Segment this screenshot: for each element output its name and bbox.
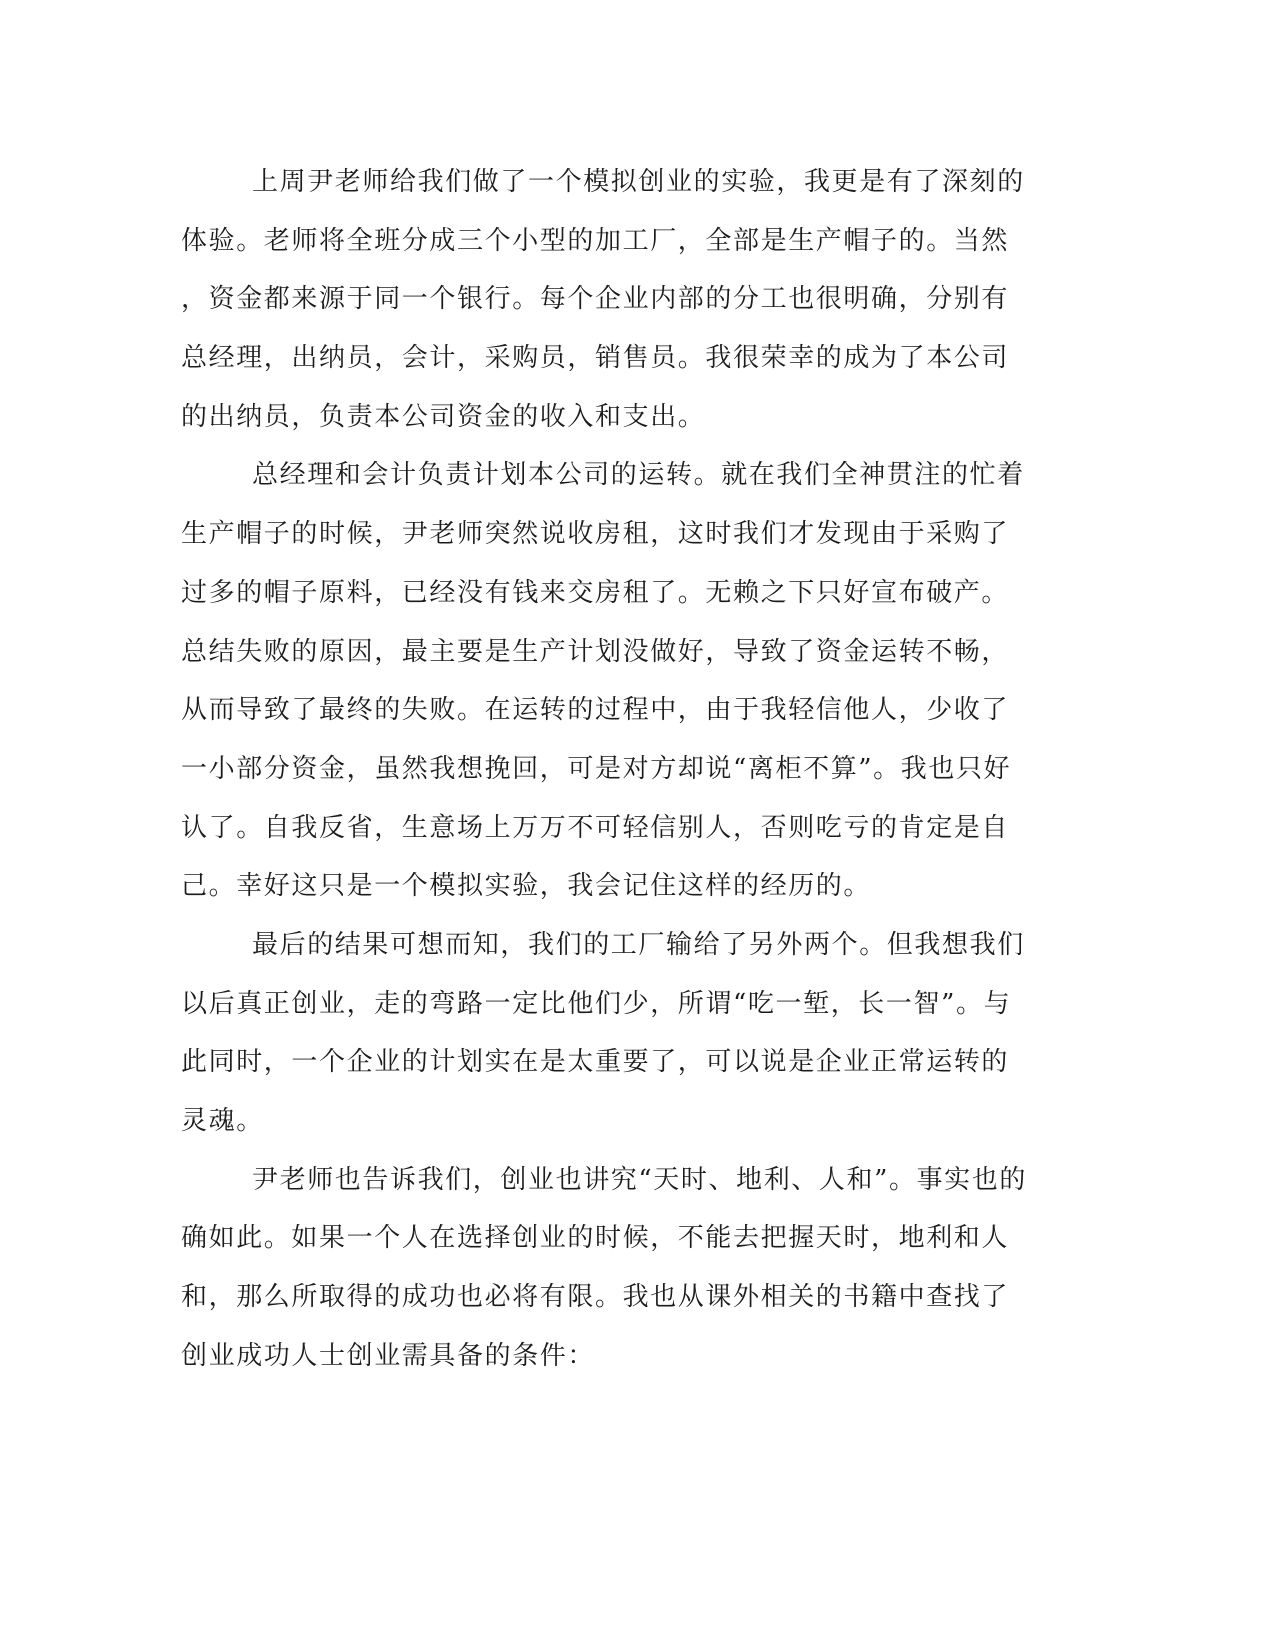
text-line: 最后的结果可想而知，我们的工厂输给了另外两个。但我想我们 [252, 929, 1025, 960]
text-line: 尹老师也告诉我们，创业也讲究“天时、地利、人和”。事实也的 [252, 1164, 1027, 1195]
text-line: 总经理和会计负责计划本公司的运转。就在我们全神贯注的忙着 [252, 460, 1025, 491]
paragraph-3 [181, 916, 1041, 1151]
paragraph-2 [181, 446, 1041, 916]
text-line: 创业成功人士创业需具备的条件： [181, 1340, 596, 1371]
text-line: 以后真正创业，走的弯路一定比他们少，所谓“吃一堑，长一智”。与 [181, 988, 1012, 1019]
text-line: 总经理，出纳员，会计，采购员，销售员。我很荣幸的成为了本公司 [181, 343, 1010, 374]
text-line: 此同时，一个企业的计划实在是太重要了，可以说是企业正常运转的 [181, 1047, 1010, 1078]
text-line: 过多的帽子原料，已经没有钱来交房租了。无赖之下只好宣布破产。 [181, 577, 1010, 608]
text-line: 体验。老师将全班分成三个小型的加工厂，全部是生产帽子的。当然 [181, 225, 1010, 256]
text-line: ，资金都来源于同一个银行。每个企业内部的分工也很明确，分别有 [181, 284, 1010, 315]
paragraph-1 [181, 153, 1041, 446]
text-line: 己。幸好这只是一个模拟实验，我会记住这样的经历的。 [181, 871, 872, 902]
text-line: 上周尹老师给我们做了一个模拟创业的实验，我更是有了深刻的 [252, 167, 1025, 197]
text-line: 生产帽子的时候，尹老师突然说收房租，这时我们才发现由于采购了 [181, 519, 1010, 550]
document-body [181, 153, 1041, 1385]
text-line: 的出纳员，负责本公司资金的收入和支出。 [181, 401, 706, 432]
paragraph-4 [181, 1151, 1041, 1386]
text-line: 一小部分资金，虽然我想挽回，可是对方却说“离柜不算”。我也只好 [181, 753, 1012, 784]
text-line: 总结失败的原因，最主要是生产计划没做好，导致了资金运转不畅， [181, 636, 1010, 667]
text-line: 和，那么所取得的成功也必将有限。我也从课外相关的书籍中查找了 [181, 1282, 1010, 1313]
text-line: 认了。自我反省，生意场上万万不可轻信别人，否则吃亏的肯定是自 [181, 812, 1010, 843]
text-line: 灵魂。 [181, 1106, 264, 1136]
text-line: 从而导致了最终的失败。在运转的过程中，由于我轻信他人，少收了 [181, 695, 1010, 726]
text-line: 确如此。如果一个人在选择创业的时候，不能去把握天时，地利和人 [181, 1223, 1010, 1254]
